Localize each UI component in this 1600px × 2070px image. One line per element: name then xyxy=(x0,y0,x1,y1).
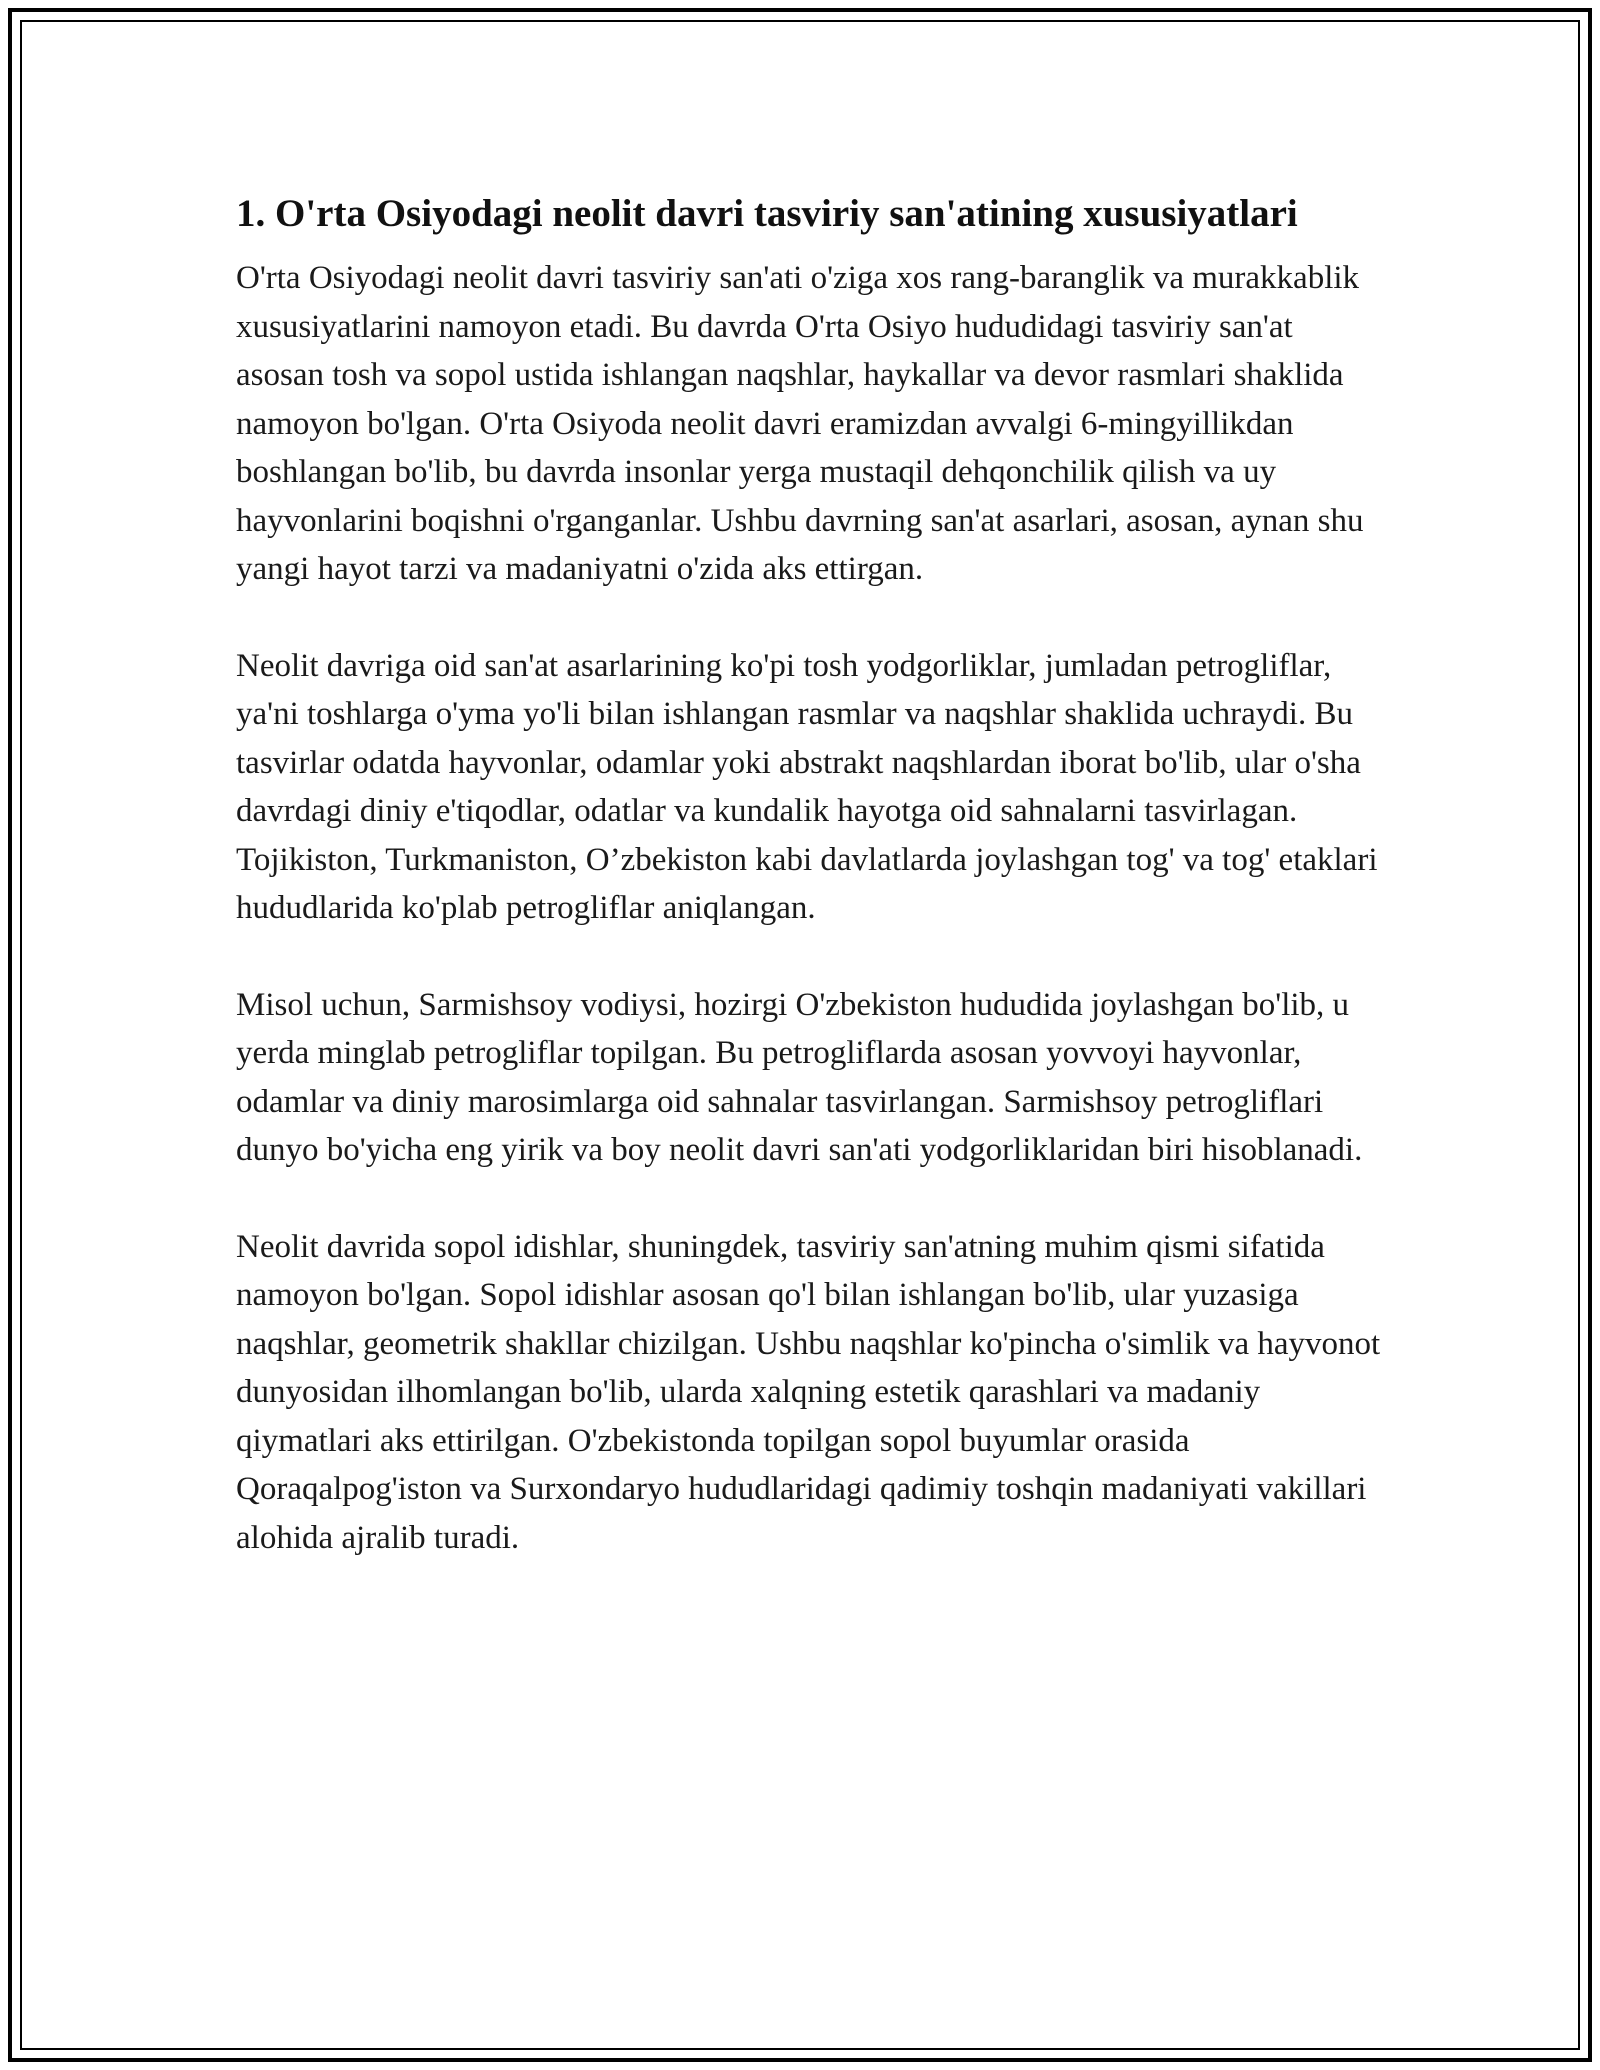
paragraph-3: Misol uchun, Sarmishsoy vodiysi, hozirgi O'zbekiston hududida joylashgan bo'lib, u yerda minglab petrogliflar topilgan. Bu petrogliflarda asosan yovvoyi hayvonlar, odamlar va diniy marosimlarga oid sahnalar tasvirlangan. Sarmishsoy petrogliflari dunyo bo'yicha eng yirik va boy neolit davri san'ati yodgorliklaridan biri hisoblanadi. xyxy=(236,986,1363,1168)
section-heading: 1. O'rta Osiyodagi neolit davri tasviriy san'atining xususiyatlari xyxy=(236,192,1298,235)
paragraph-4: Neolit davrida sopol idishlar, shuningdek, tasviriy san'atning muhim qismi sifatida namoyon bo'lgan. Sopol idishlar asosan qo'l bilan ishlangan bo'lib, ular yuzasiga naqshlar, geometrik shakllar chizilgan. Ushbu naqshlar ko'pincha o'simlik va hayvonot dunyosidan ilhomlangan bo'lib, ularda xalqning estetik qarashlari va madaniy qiymatlari aks ettirilgan. O'zbekistonda topilgan sopol buyumlar orasida Qoraqalpog'iston va Surxondaryo hududlaridagi qadimiy toshqin madaniyati vakillari alohida ajralib turadi. xyxy=(236,1228,1381,1556)
document-body xyxy=(236,186,1386,1562)
paragraph-2: Neolit davriga oid san'at asarlarining ko'pi tosh yodgorliklar, jumladan petrogliflar, ya'ni toshlarga o'yma yo'li bilan ishlangan rasmlar va naqshlar shaklida uchraydi. Bu tasvirlar odatda hayvonlar, odamlar yoki abstrakt naqshlardan iborat bo'lib, ular o'sha davrdagi diniy e'tiqodlar, odatlar va kundalik hayotga oid sahnalarni tasvirlagan. Tojikiston, Turkmaniston, O’zbekiston kabi davlatlarda joylashgan tog' va tog' etaklari hududlarida ko'plab petrogliflar aniqlangan. xyxy=(236,647,1378,926)
paragraph-1: O'rta Osiyodagi neolit davri tasviriy san'ati o'ziga xos rang-baranglik va murakkablik xususiyatlarini namoyon etadi. Bu davrda O'rta Osiyo hududidagi tasviriy san'at asosan tosh va sopol ustida ishlangan naqshlar, haykallar va devor rasmlari shaklida namoyon bo'lgan. O'rta Osiyoda neolit davri eramizdan avvalgi 6-mingyillikdan boshlangan bo'lib, bu davrda insonlar yerga mustaqil dehqonchilik qilish va uy hayvonlarini boqishni o'rganganlar. Ushbu davrning san'at asarlari, asosan, aynan shu yangi hayot tarzi va madaniyatni o'zida aks ettirgan. xyxy=(236,260,1364,587)
